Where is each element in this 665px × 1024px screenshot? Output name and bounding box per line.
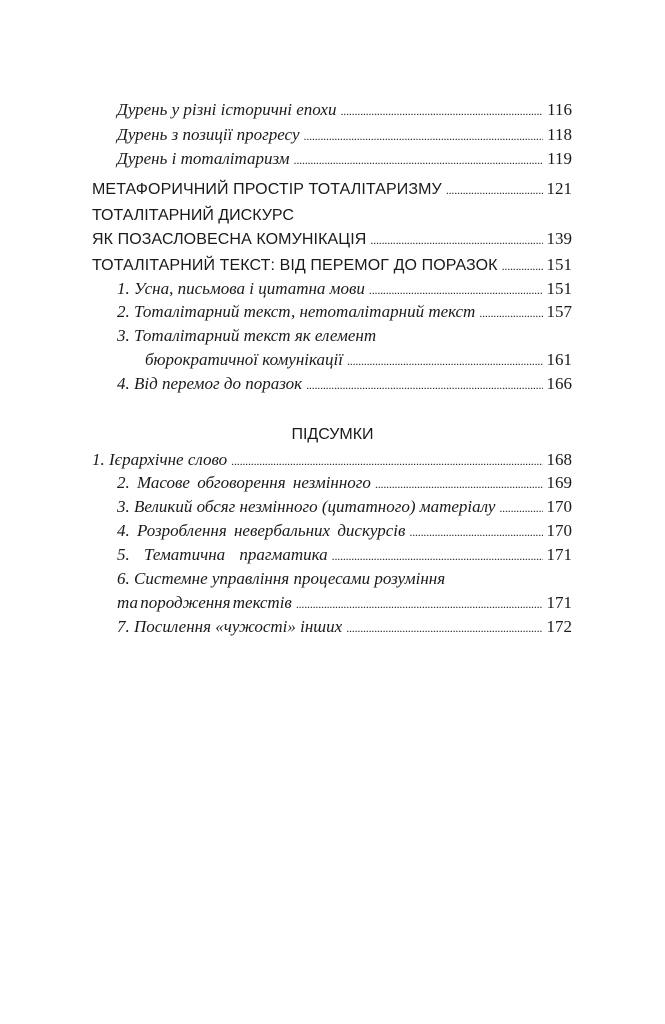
toc-page-number: 171 <box>546 545 572 564</box>
dot-leader <box>347 351 543 371</box>
toc-entry-title-line1: ТОТАЛІТАРНИЙ ДИСКУРС <box>92 207 294 224</box>
toc-entry-title: та породження текстів <box>117 593 292 612</box>
dot-leader <box>370 230 542 250</box>
dot-leader <box>231 451 542 471</box>
toc-entry <box>117 521 572 542</box>
toc-page-number: 169 <box>546 473 572 492</box>
toc-entry <box>145 350 572 371</box>
dot-leader <box>296 594 543 614</box>
toc-entry <box>117 497 572 518</box>
dot-leader <box>346 618 542 638</box>
toc-entry-title: 5. Тематична прагматика <box>117 545 328 564</box>
toc-entry-title-line1: 3. Тоталітарний текст як елемент <box>117 326 377 345</box>
toc-entry <box>117 149 572 170</box>
toc-page-number: 166 <box>546 374 572 393</box>
dot-leader <box>499 498 542 518</box>
section-heading: ПІДСУМКИ <box>291 426 374 443</box>
toc-entry <box>117 125 572 146</box>
toc-page-number: 151 <box>546 255 572 274</box>
toc-entry-title: 4. Розроблення невербальних дискурсів <box>117 521 406 540</box>
toc-entry-title: ТОТАЛІТАРНИЙ ТЕКСТ: ВІД ПЕРЕМОГ ДО ПОРАЗОК <box>92 257 498 274</box>
toc-entry <box>117 302 572 323</box>
toc-entry-title: 1. Ієрархічне слово <box>92 450 228 469</box>
toc-entry-title: Дурень з позиції прогресу <box>117 125 300 144</box>
dot-leader <box>340 101 543 121</box>
dot-leader <box>304 126 544 146</box>
toc-entry <box>92 255 572 276</box>
toc-entry-title: ЯК ПОЗАСЛОВЕСНА КОМУНІКАЦІЯ <box>92 231 367 248</box>
toc-page-number: 168 <box>546 450 572 469</box>
toc-entry <box>92 229 572 250</box>
toc-page-number: 121 <box>546 179 572 198</box>
toc-page-number: 171 <box>546 593 572 612</box>
toc-entry-title: 3. Великий обсяг незмінного (цитатного) матеріалу <box>117 497 496 516</box>
toc-entry <box>92 179 572 200</box>
dot-leader <box>479 303 542 323</box>
toc-entry-title: Дурень у різні історичні епохи <box>117 100 337 119</box>
toc-page-number: 118 <box>547 125 572 144</box>
toc-page-number: 151 <box>546 279 572 298</box>
toc-page-number: 172 <box>546 617 572 636</box>
toc-entry <box>92 450 572 471</box>
toc-entry-title: 1. Усна, письмова і цитатна мови <box>117 279 365 298</box>
dot-leader <box>306 375 542 395</box>
toc-entry-title: 7. Посилення «чужості» інших <box>117 617 343 636</box>
toc-entry-title: 2. Тоталітарний текст, нетоталітарний текст <box>117 302 476 321</box>
toc-page-number: 170 <box>546 521 572 540</box>
toc-entry <box>117 279 572 300</box>
toc-page-number: 170 <box>546 497 572 516</box>
toc-entry-title: Дурень і тоталітаризм <box>117 149 290 168</box>
toc-page-number: 161 <box>546 350 572 369</box>
dot-leader <box>409 522 542 542</box>
toc-page-number: 139 <box>546 229 572 248</box>
toc-page-number: 116 <box>547 100 572 119</box>
toc-entry <box>117 545 572 566</box>
dot-leader <box>502 256 543 276</box>
toc-page-number: 119 <box>547 149 572 168</box>
toc-entry <box>117 374 572 395</box>
toc-entry-title: МЕТАФОРИЧНИЙ ПРОСТІР ТОТАЛІТАРИЗМУ <box>92 181 442 198</box>
toc-entry <box>117 617 572 638</box>
toc-entry-title: 4. Від перемог до поразок <box>117 374 303 393</box>
dot-leader <box>332 546 543 566</box>
toc-page-number: 157 <box>546 302 572 321</box>
toc-entry-title-line1: 6. Системне управління процесами розуміння <box>117 569 446 588</box>
dot-leader <box>375 474 543 494</box>
dot-leader <box>446 180 543 200</box>
toc-entry <box>117 473 572 494</box>
toc-entry <box>117 593 572 614</box>
toc-entry-title: 2. Масове обговорення незмінного <box>117 473 371 492</box>
dot-leader <box>294 150 544 170</box>
dot-leader <box>369 280 543 300</box>
toc-entry <box>117 100 572 121</box>
toc-entry-title: бюрократичної комунікації <box>145 350 343 369</box>
